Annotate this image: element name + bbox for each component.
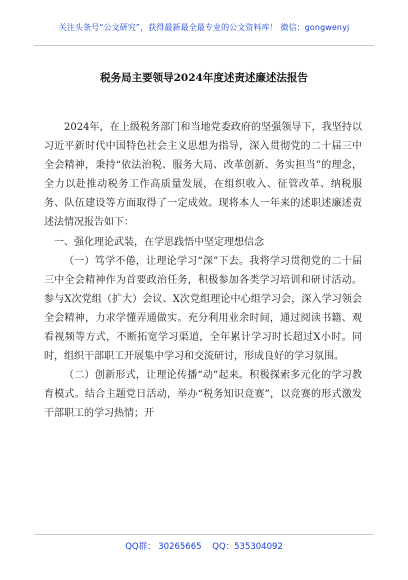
body-paragraph: （二）创新形式，让理论传播“动”起来。积极探索多元化的学习教育模式。结合主题党日活动，举办“税务知识竞赛”，以竞赛的形式激发干部职工的学习热情；开: [44, 370, 362, 420]
document-title: 税务局主要领导2024年度述责述廉述法报告: [100, 72, 308, 84]
body-paragraph: （一）笃学不倦，让理论学习“深”下去。我将学习贯彻党的二十届三中全会精神作为首要政治任务，积极参加各类学习培训和研讨活动。参与X次党组（扩大）会议、X次党组理论中心组学习会，深入学习领会全会精神，力求学懂弄通做实。充分利用业余时间，通过阅读书籍、观看视频等方式，不断拓宽学习渠道，全年累计学习时长超过X小时。同时，组织干部职工开展集中学习和交流研讨，形成良好的学习氛围。: [44, 255, 362, 363]
footer-qq-group: QQ群： 30265665: [125, 542, 202, 552]
footer-divider: [34, 534, 374, 535]
footer-qq: QQ：535304092: [212, 542, 283, 552]
footer-contact: [0, 540, 408, 552]
intro-paragraph: 2024年，在上级税务部门和当地党委政府的坚强领导下，我坚持以习近平新时代中国特色社会主义思想为指导，深入贯彻党的二十届三中全会精神，秉持“依法治税、服务大局、改革创新、务实担当”的理念，全力以赴推动税务工作高质量发展，在组织收入、征管改革、纳税服务、队伍建设等方面取得了一定成效。现将本人一年来的述职述廉述责述法情况报告如下：: [44, 122, 362, 229]
header-divider: [34, 45, 374, 46]
section-heading: 一、强化理论武装，在学思践悟中坚定理想信念: [54, 236, 264, 248]
document-body: [44, 118, 362, 424]
header-banner: 关注头条号“公文研究”，获得最新最全最专业的公文资料库！ 微信：gongwenyj: [58, 23, 350, 32]
